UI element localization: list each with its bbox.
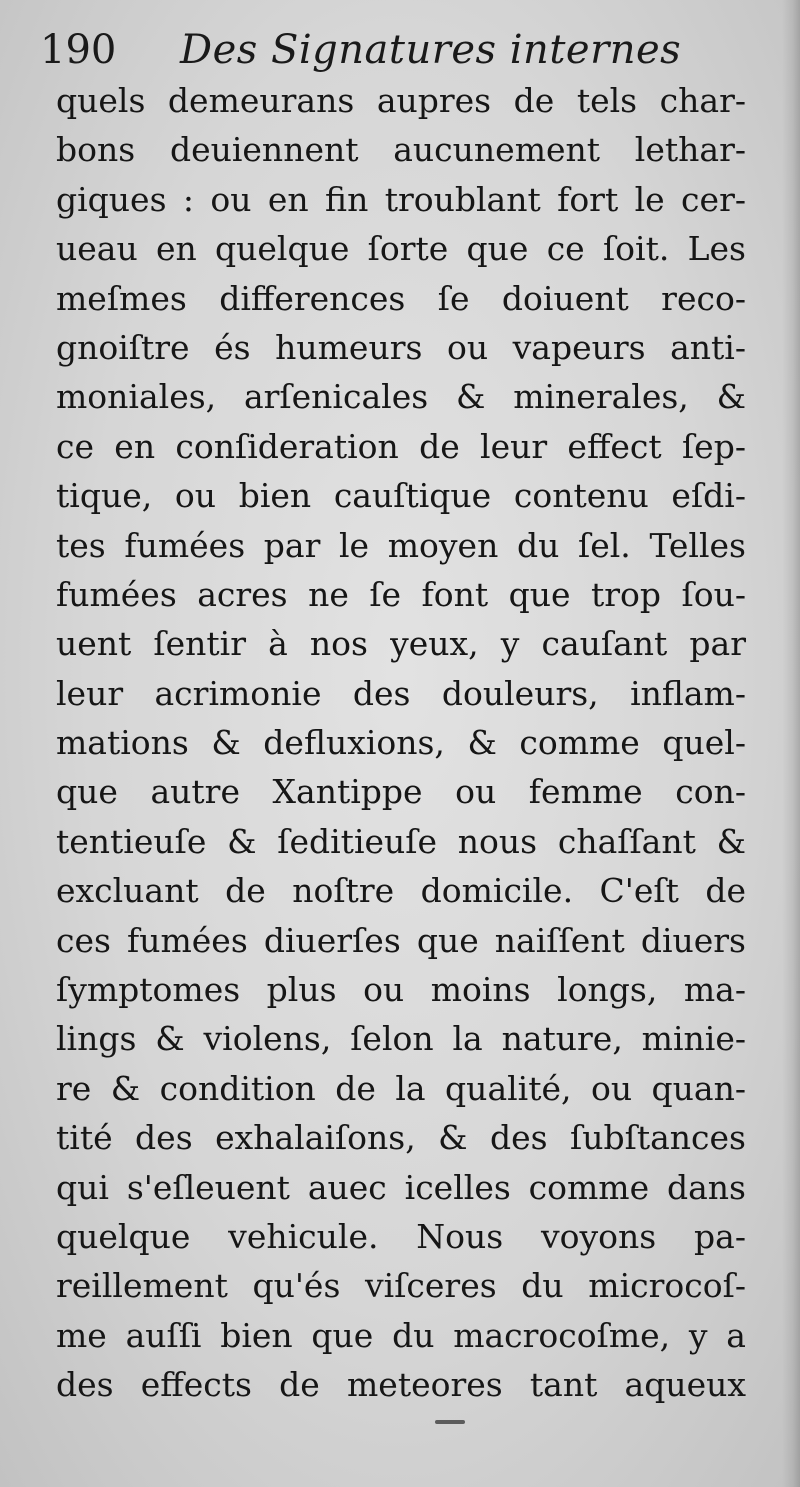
text-line: mations & defluxions, & comme quel- (56, 723, 746, 763)
page-edge-shadow (782, 0, 800, 1487)
text-line: ce en conſideration de leur effect ſep- (56, 426, 746, 466)
page-number: 190 (40, 27, 117, 73)
text-line: leur acrimonie des douleurs, inflam- (56, 673, 746, 713)
running-title: Des Signatures internes (180, 27, 682, 73)
ink-mark (435, 1420, 465, 1424)
text-line: me auſſi bien que du macrocoſme, y a (56, 1315, 746, 1355)
text-line: ueau en quelque ſorte que ce ſoit. Les (56, 229, 746, 269)
text-line: des effects de meteores tant aqueux (56, 1365, 746, 1405)
text-line: quelque vehicule. Nous voyons pa- (56, 1216, 746, 1256)
text-line: excluant de noſtre domicile. C'eſt de (56, 871, 746, 911)
text-line: qui s'eſleuent auec icelles comme dans (56, 1167, 746, 1207)
text-line: tes fumées par le moyen du ſel. Telles (56, 525, 746, 565)
text-line: meſmes differences ſe doiuent reco- (56, 278, 746, 318)
text-line: uent ſentir à nos yeux, y cauſant par (56, 624, 746, 664)
text-line: quels demeurans aupres de tels char- (56, 81, 746, 120)
text-line: ces fumées diuerſes que naiſſent diuers (56, 920, 746, 960)
text-line: tique, ou bien cauſtique contenu eſdi- (56, 476, 746, 516)
text-line: gnoiſtre és humeurs ou vapeurs anti- (56, 327, 746, 367)
text-line: fumées acres ne ſe font que trop ſou- (56, 574, 746, 614)
text-line: tentieuſe & ſeditieuſe nous chaſſant & (56, 821, 746, 861)
text-line: que autre Xantippe ou femme con- (56, 772, 746, 812)
body-text (56, 76, 746, 1410)
text-line: tité des exhalaiſons, & des ſubſtances (56, 1118, 746, 1158)
text-line: ſymptomes plus ou moins longs, ma- (56, 970, 746, 1010)
running-head (40, 22, 760, 78)
text-line: lings & violens, ſelon la nature, minie- (56, 1019, 746, 1059)
text-line: moniales, arſenicales & minerales, & (56, 377, 746, 417)
text-line: re & condition de la qualité, ou quan- (56, 1068, 746, 1108)
text-line: bons deuiennent aucunement lethar- (56, 130, 746, 170)
text-line: giques : ou en fin troublant fort le cer- (56, 179, 746, 219)
text-line: reillement qu'és viſceres du microcoſ- (56, 1266, 746, 1306)
